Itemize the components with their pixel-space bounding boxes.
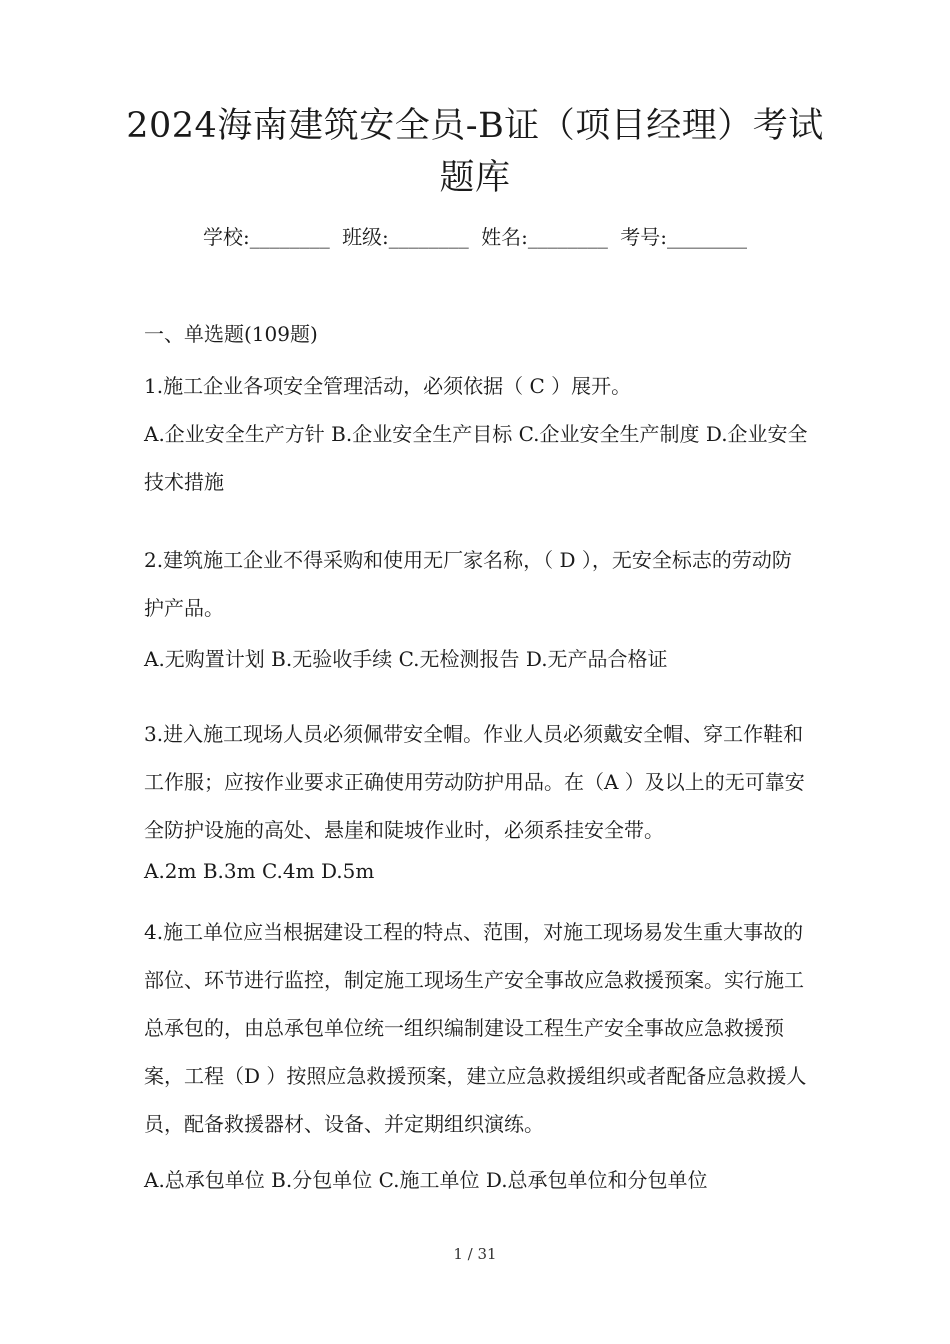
section-heading: 一、单选题(109题) xyxy=(144,322,318,346)
exam-number-field: 考号:________ xyxy=(620,225,748,249)
question-text: 2.建筑施工企业不得采购和使用无厂家名称，（ D ），无安全标志的劳动防护产品。 xyxy=(144,548,792,620)
question-options: A.无购置计划 B.无验收手续 C.无检测报告 D.无产品合格证 xyxy=(144,647,668,671)
question-options: A.总承包单位 B.分包单位 C.施工单位 D.总承包单位和分包单位 xyxy=(144,1168,708,1192)
name-field: 姓名:________ xyxy=(481,225,608,249)
class-field: 班级:________ xyxy=(342,225,469,249)
question-text: 3.进入施工现场人员必须佩带安全帽。作业人员必须戴安全帽、穿工作鞋和工作服；应按作业要求正确使用劳动防护用品。在（A ）及以上的无可靠安全防护设施的高处、悬崖和陡坡作业时，必须系挂安全带。 xyxy=(144,722,805,842)
question-text: 4.施工单位应当根据建设工程的特点、范围，对施工现场易发生重大事故的部位、环节进行监控，制定施工现场生产安全事故应急救援预案。实行施工总承包的，由总承包单位统一组织编制建设工程生产安全事故应急救援预案，工程（D ）按照应急救援预案，建立应急救援组织或者配备应急救援人员，配备救援器材、设备、并定期组织演练。 xyxy=(144,920,807,1136)
page-number: 1 / 31 xyxy=(453,1245,497,1263)
question-text: 1.施工企业各项安全管理活动，必须依据（ C ）展开。 xyxy=(144,374,632,398)
document-title: 2024海南建筑安全员-B证（项目经理）考试题库 xyxy=(126,106,824,198)
school-field: 学校:________ xyxy=(202,225,330,249)
question-options: A.2m B.3m C.4m D.5m xyxy=(144,859,375,883)
student-info-fields xyxy=(0,222,950,252)
question-options: A.企业安全生产方针 B.企业安全生产目标 C.企业安全生产制度 D.企业安全技术措施 xyxy=(144,422,808,494)
